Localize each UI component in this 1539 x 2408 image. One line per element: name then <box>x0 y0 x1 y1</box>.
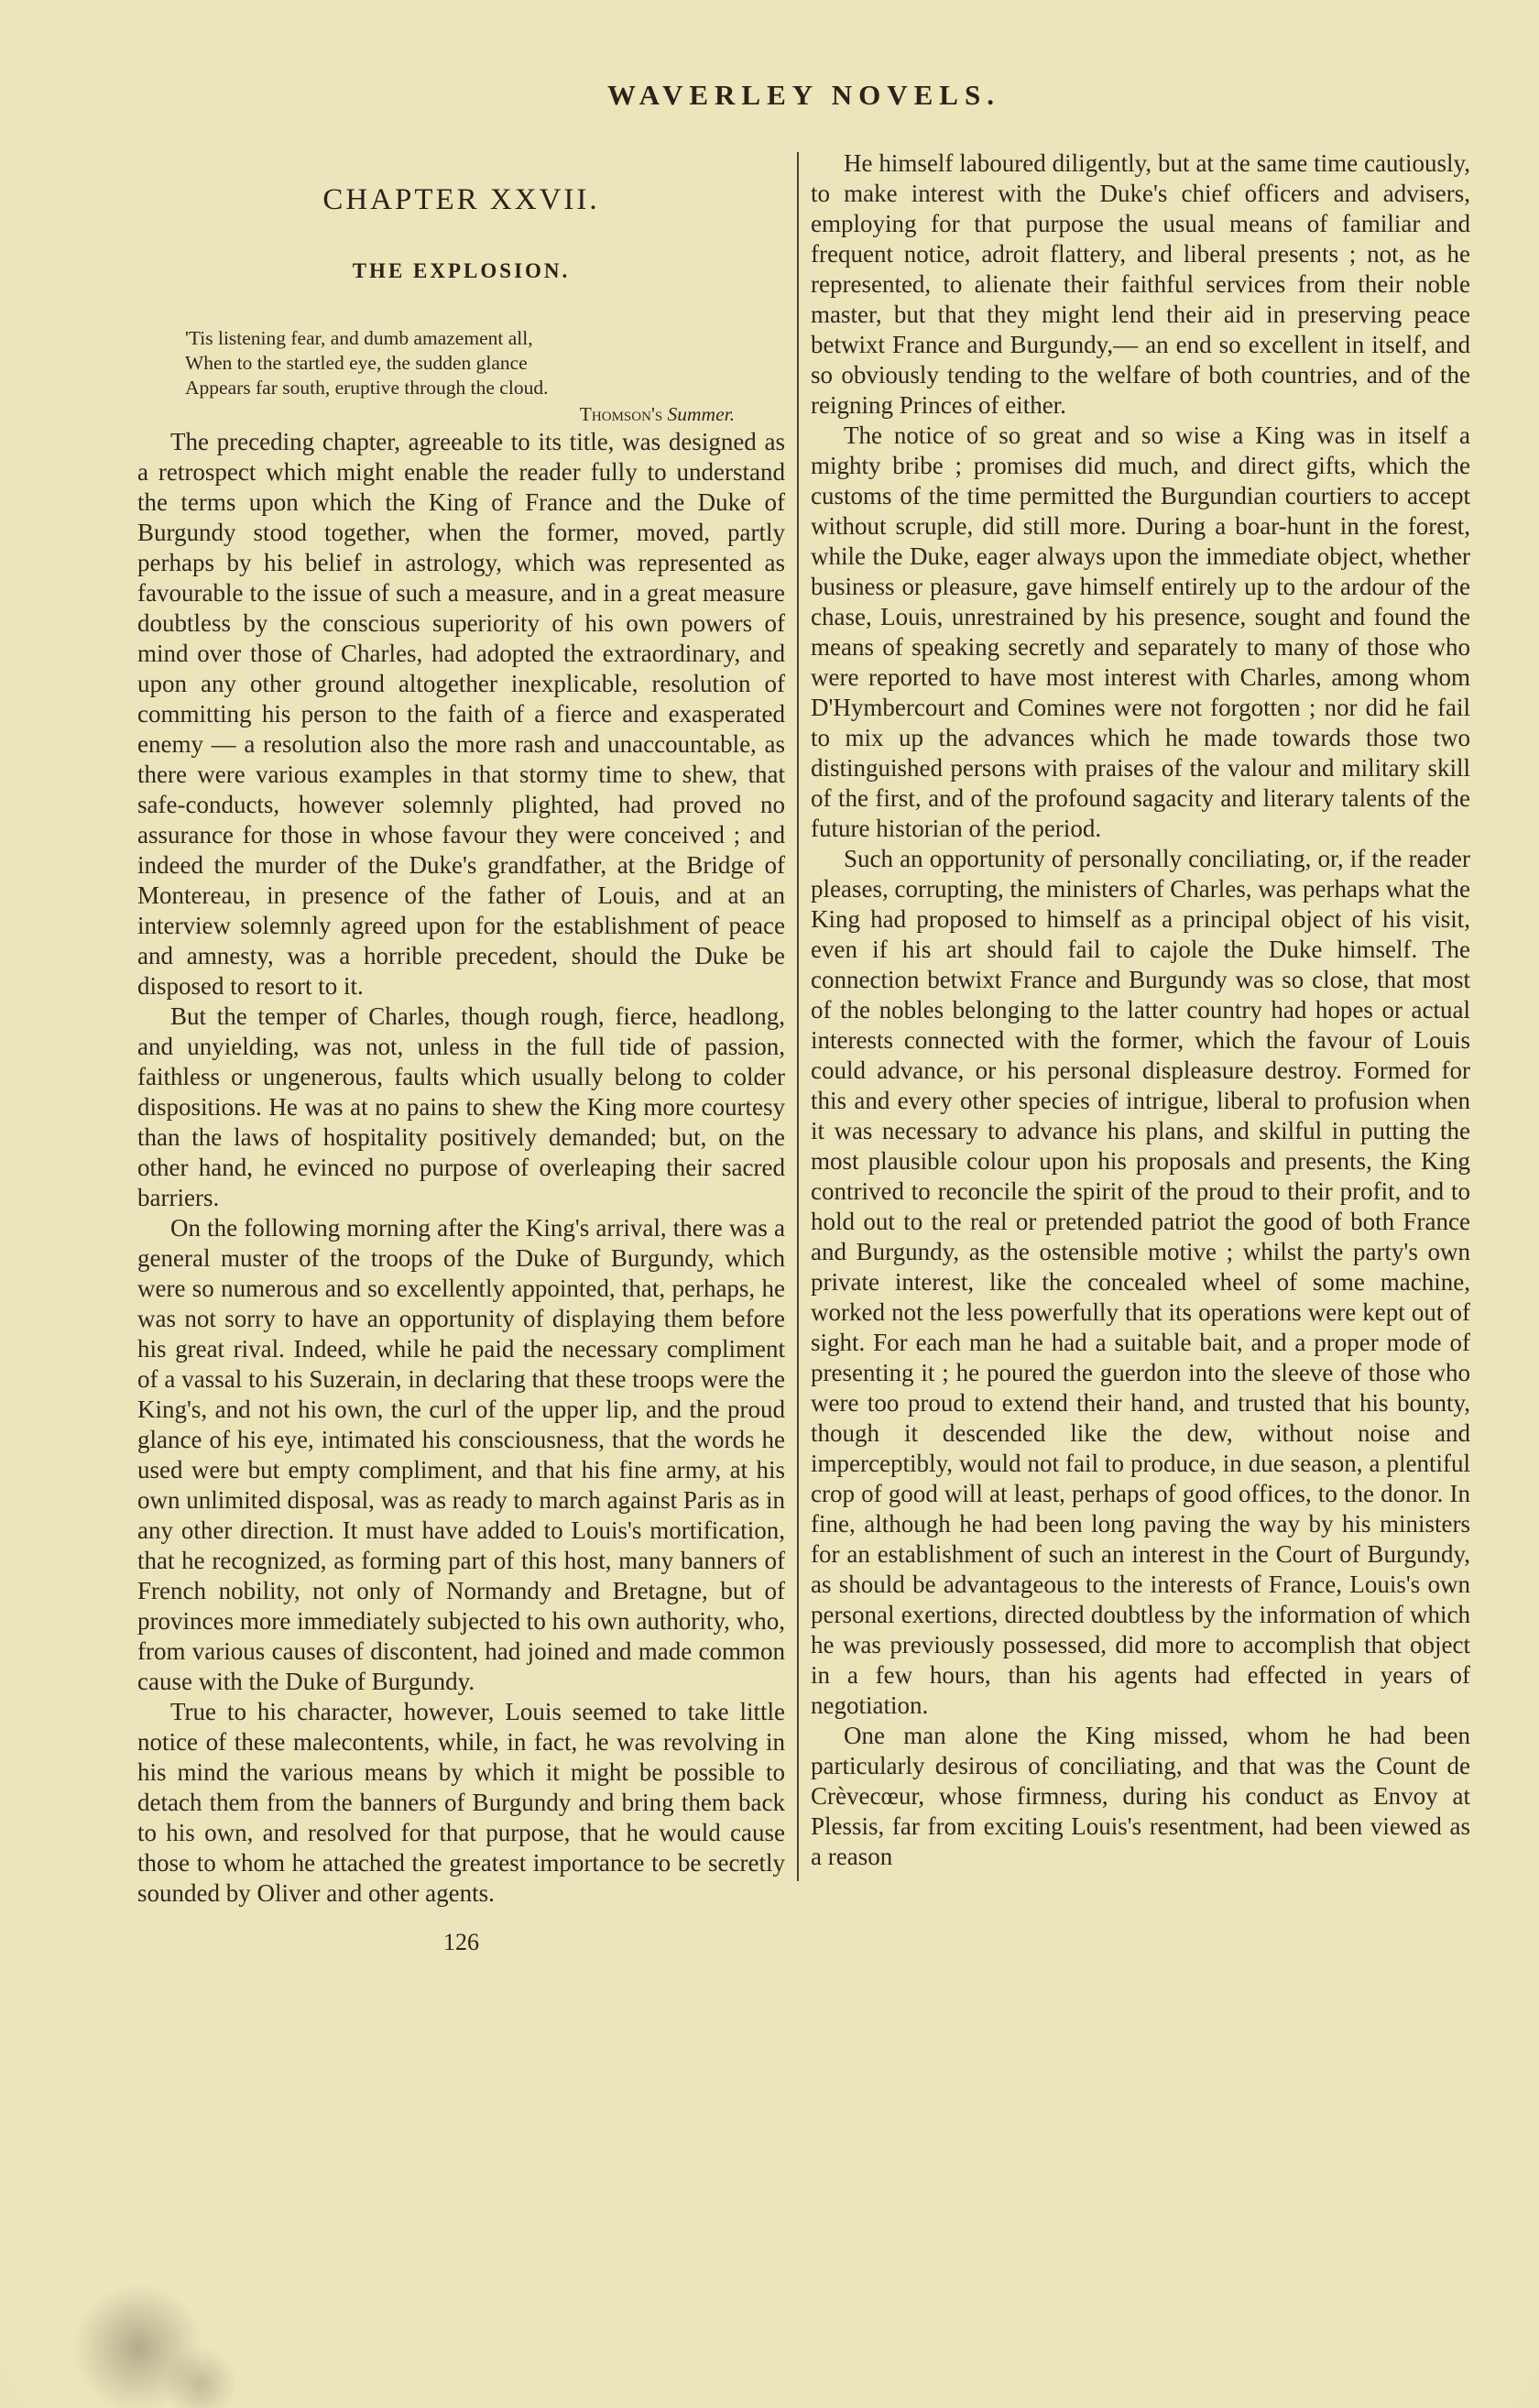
epigraph <box>185 326 785 427</box>
body-paragraph: But the temper of Charles, though rough, fierce, headlong, and unyielding, was not, unless in the full tide of passion, faithless or ungenerous, faults which usually belong to colder dispositions. He was at no pains to shew the King more courtesy than the laws of hospitality positively demanded; but, on the other hand, he evinced no purpose of overleaping their sacred barriers. <box>137 1002 785 1211</box>
body-paragraph: Such an opportunity of personally conciliating, or, if the reader pleases, corrupting, the ministers of Charles, was perhaps what the King had proposed to himself as a principal object of his visit, even if his art should fail to cajole the Duke himself. The connection betwixt France and Burgundy was so close, that most of the nobles belonging to the latter country had hopes or actual interests connected with the former, which the favour of Louis could advance, or his personal displeasure destroy. Formed for this and every other species of intrigue, liberal to profusion when it was necessary to advance his plans, and skilful in putting the most plausible colour upon his proposals and presents, the King contrived to reconcile the spirit of the proud to their profit, and to hold out to the real or pretended patriot the good of both France and Burgundy, as the ostensible motive ; whilst the party's own private interest, like the concealed wheel of some machine, worked not the less powerfully that its operations were kept out of sight. For each man he had a suitable bait, and a proper mode of presenting it ; he poured the guerdon into the sleeve of those who were too proud to extend their hand, and trusted that his bounty, though it descended like the dew, without noise and imperceptibly, would not fail to produce, in due season, a plentiful crop of good will at least, perhaps of good offices, to the donor. In fine, although he had been long paving the way by his ministers for an establishment of such an interest in the Court of Burgundy, as should be advantageous to the interests of France, Louis's own personal exertions, directed doubtless by the information of which he was previously possessed, did more to accomplish that object in a few hours, than his agents had effected in years of negotiation. <box>811 845 1470 1719</box>
left-column <box>137 148 785 1909</box>
chapter-heading <box>137 185 785 286</box>
epigraph-line: 'Tis listening fear, and dumb amazement all, <box>185 327 533 349</box>
body-paragraph: On the following morning after the King's arrival, there was a general muster of the troops of the Duke of Burgundy, which were so numerous and so excellently appointed, that, perhaps, he was not sorry to have an opportunity of displaying them before his great rival. Indeed, while he paid the necessary compliment of a vassal to his Suzerain, in declaring that these troops were the King's, and not his own, the curl of the upper lip, and the proud glance of his eye, intimated his consciousness, that the words he used were but empty compliment, and that his fine army, at his own unlimited disposal, was as ready to march against Paris as in any other direction. It must have added to Louis's mortification, that he recognized, as forming part of this host, many banners of French nobility, not only of Normandy and Bretagne, but of provinces more immediately subjected to his own authority, who, from various causes of discontent, had joined and made common cause with the Duke of Burgundy. <box>137 1214 785 1695</box>
body-paragraph: He himself laboured diligently, but at the same time cautiously, to make interest with the Duke's chief officers and advisers, employing for that purpose the usual means of familiar and frequent notice, adroit flattery, and liberal presents ; not, as he represented, to alienate their faithful services from their noble master, but that they might lend their aid in preserving peace betwixt France and Burgundy,— an end so excellent in itself, and so obviously tending to the welfare of both countries, and of the reigning Princes of either. <box>811 149 1470 419</box>
epigraph-attribution-work: Summer. <box>667 403 735 425</box>
body-paragraph: One man alone the King missed, whom he had been particularly desirous of conciliating, and that was the Count de Crèvecœur, whose firmness, during his conduct as Envoy at Plessis, far from exciting Louis's resentment, had been viewed as a reason <box>811 1722 1470 1870</box>
right-column <box>811 148 1470 1909</box>
body-paragraph: The preceding chapter, agreeable to its title, was designed as a retrospect which might enable the reader fully to understand the terms upon which the King of France and the Duke of Burgundy stood together, when the former, moved, partly perhaps by his belief in astrology, which was represented as favourable to the issue of such a measure, and in a great measure doubtless by the conscious superiority of his own powers of mind over those of Charles, had adopted the extraordinary, and upon any other ground altogether inexplicable, resolution of committing his person to the faith of a fierce and exasperated enemy — a resolution also the more rash and unaccountable, as there were various examples in that stormy time to shew, that safe-conducts, however solemnly plighted, had proved no assurance for those in whose favour they were conceived ; and indeed the murder of the Duke's grandfather, at the Bridge of Montereau, in presence of the father of Louis, and at an interview solemnly agreed upon for the establishment of peace and amnesty, was a horrible precedent, should the Duke be disposed to resort to it. <box>137 428 785 1000</box>
body-paragraph: True to his character, however, Louis seemed to take little notice of these malecontents, while, in fact, he was revolving in his mind the various means by which it might be possible to detach them from the banners of Burgundy and bring them back to his own, and resolved for that purpose, that he would cause those to whom he attached the greatest importance to be secretly sounded by Oliver and other agents. <box>137 1698 785 1907</box>
epigraph-line: Appears far south, eruptive through the cloud. <box>185 377 549 399</box>
column-divider-rule <box>797 152 799 1881</box>
page-number: 126 <box>443 1929 479 1955</box>
epigraph-attribution <box>185 402 735 427</box>
running-head: WAVERLEY NOVELS. <box>607 79 1000 111</box>
two-column-layout <box>137 148 1470 1909</box>
body-paragraph: The notice of so great and so wise a King was in itself a mighty bribe ; promises did much, and direct gifts, which the customs of the time permitted the Burgundian courtiers to accept without scruple, did still more. During a boar-hunt in the forest, while the Duke, eager always upon the immediate object, whether business or pleasure, gave himself entirely up to the ardour of the chase, Louis, unrestrained by his presence, sought and found the means of speaking secretly and separately to many of those who were reported to have most interest with Charles, among whom D'Hymbercourt and Comines were not forgotten ; nor did he fail to mix up the advances which he made towards those two distinguished persons with praises of the valour and military skill of the first, and of the profound sagacity and literary talents of the future historian of the period. <box>811 421 1470 842</box>
chapter-title: CHAPTER XXVII. <box>322 183 600 216</box>
chapter-subtitle: THE EXPLOSION. <box>352 259 571 282</box>
epigraph-line: When to the startled eye, the sudden glance <box>185 352 528 374</box>
epigraph-attribution-author: Thomson's <box>579 403 663 425</box>
